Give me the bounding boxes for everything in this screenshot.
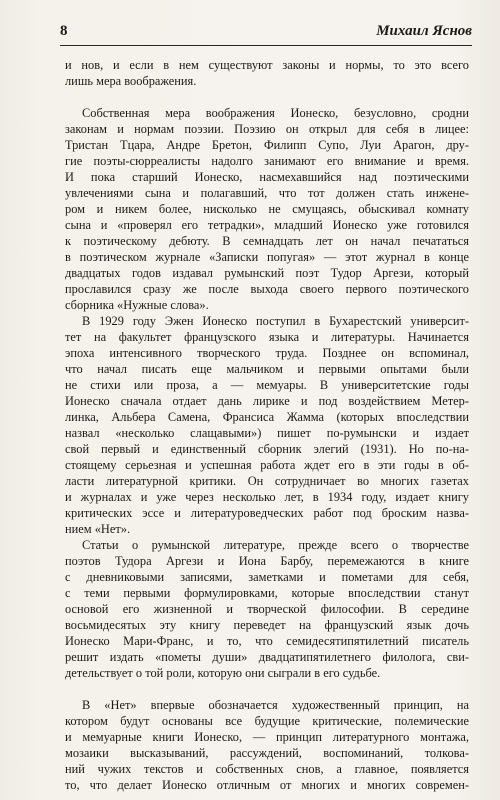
text-line: Тристан Тцара, Андре Бретон, Филипп Супо, Луи Арагон, дру- [65,138,469,152]
text-line: назвал «несколько слащавыми») пишет по-румынски и издает [65,426,469,440]
text-line: мозаики высказываний, рассуждений, воспоминаний, толкова- [65,746,469,760]
text-line: что начал писать еще мальчиком и первыми опытами были [65,362,469,376]
text-line: В «Нет» впервые обозначается художественный принцип, на [82,698,469,712]
text-line: стоящему серьезная и успешная работа ждет его в эти годы в об- [65,458,469,472]
text-line: прославился сразу же после выхода своего первого поэтического [65,282,469,296]
text-line: лишь мера воображения. [65,74,197,88]
text-line: в поэтическом журнале «Записки попугая» — этот журнал в конце [65,250,469,264]
text-line: линка, Альбера Самена, Франсиса Жамма (которых впоследствии [65,410,469,424]
text-line: с теми первыми формулировками, которые впоследствии станут [65,586,469,600]
text-line: двадцатых годов издавал румынский поэт Тудор Аргези, который [65,266,469,280]
paragraph-gap [65,89,469,105]
text-line: ласти литературной критики. Он сотрудничает во многих газетах [65,474,469,488]
text-line: нием «Нет». [65,522,131,536]
text-line: В 1929 году Эжен Ионеско поступил в Бухарестский университ- [82,314,469,328]
header-rule [60,45,472,46]
body-text [65,57,469,793]
text-line: Ионеско Мари-Франс, и то, что семидесятипятилетний писатель [65,634,469,648]
text-line: и журналах и уже через несколько лет, в 1934 году, издает книгу [65,490,469,504]
text-line: И пока старший Ионеско, насмехавшийся над поэтическими [65,170,469,184]
text-line: Статьи о румынской литературе, прежде всего о творчестве [82,538,469,552]
text-line: свой первый и единственный сборник элегий (1931). Но по-на- [65,442,469,456]
text-line: решит издать «пометы души» двадцатипятилетнего филолога, сви- [65,650,469,664]
text-line: и нов, и если в нем существуют законы и нормы, то это всего [65,58,469,72]
running-head-author: Михаил Яснов [376,23,472,39]
text-line: с дневниковыми записями, заметками и пометами для себя, [65,570,469,584]
text-line: не стихи или проза, а — мемуары. В университетские годы [65,378,469,392]
text-line: Собственная мера воображения Ионеско, безусловно, сродни [82,106,469,120]
text-line: к поэтическому дебюту. В семнадцать лет он начал печататься [65,234,469,248]
text-line: и мемуарные книги Ионеско, — принцип литературного монтажа, [65,730,469,744]
text-line: сына и «проверял его тетрадки», младший Ионеско уже готовился [65,218,469,232]
text-line: ром и никем более, нисколько не смущаясь, обыскивал комнату [65,202,469,216]
text-line: тет на факультет французского языка и литературы. Начинается [65,330,469,344]
text-line: ний чужих текстов и собственных снов, а главное, появляется [65,762,469,776]
text-line: критических эссе и литературоведческих работ под броским назва- [65,506,469,520]
text-line: детельствует о той роли, которую они сыграли в его судьбе. [65,666,381,680]
paragraph-gap [65,681,469,697]
text-line: то, что делает Ионеско отличным от многих и многих современ- [65,778,469,792]
page-number: 8 [60,23,68,39]
text-line: законам и нормам поэзии. Поэзию он открыл для себя в лицее: [65,122,469,136]
text-line: эпоха интенсивного творческого труда. Позднее он вспоминал, [65,346,469,360]
text-line: поэтов Тудора Аргези и Иона Барбу, перемежаются в книге [65,554,469,568]
text-line: увлечениями сына и полагавший, что тот должен стать инжене- [65,186,469,200]
page-header [60,22,472,40]
text-line: котором будут основаны все будущие критические, полемические [65,714,469,728]
text-line: восьмидесятых эту книгу переведет на французский язык дочь [65,618,469,632]
text-line: основой его жизненной и творческой философии. В середине [65,602,469,616]
text-line: гие поэты-сюрреалисты надолго занимают его внимание и время. [65,154,469,168]
text-line: сборника «Нужные слова». [65,298,209,312]
text-line: Ионеско сначала отдает дань лирике и под воздействием Метер- [65,394,469,408]
